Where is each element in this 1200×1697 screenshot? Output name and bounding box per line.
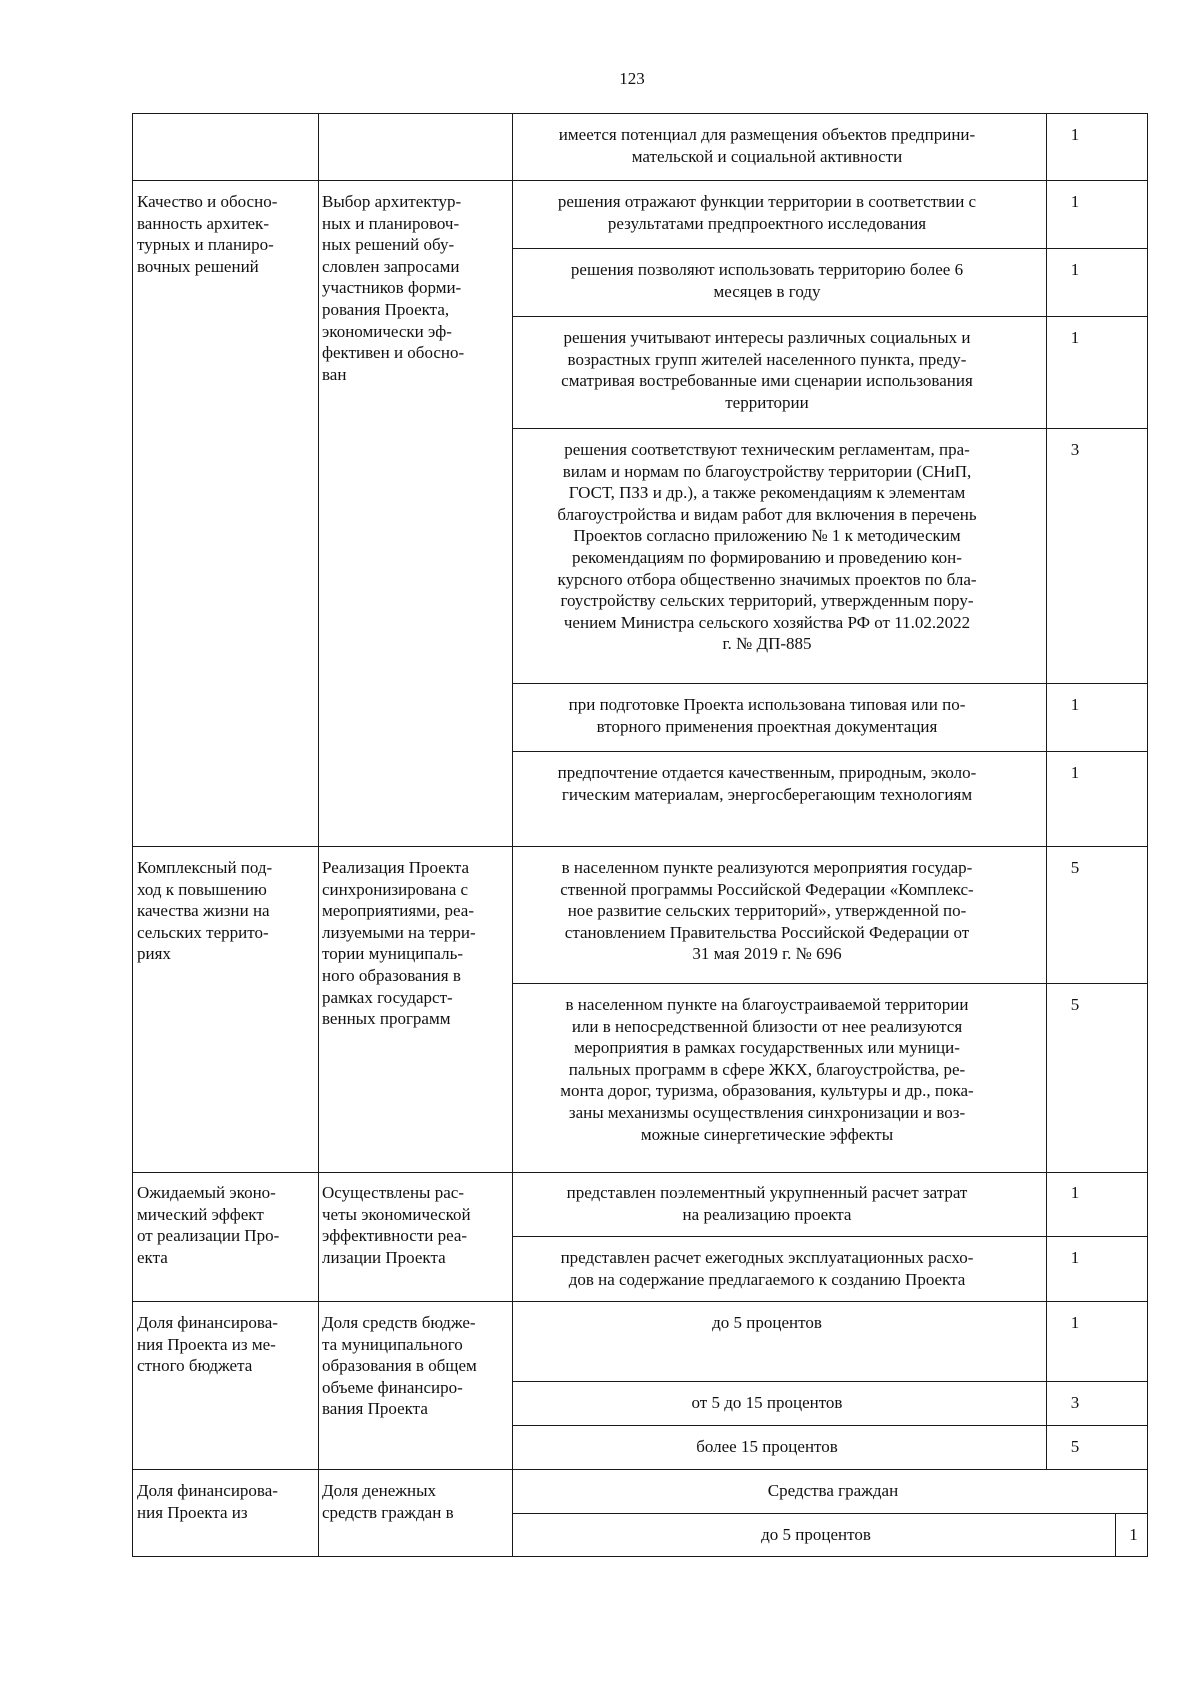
criterion-text: в населенном пункте реализуются мероприятия государ- ственной программы Российской Федерации «Комплекс- ное развитие сельских территорий», утвержденной по- становлением Правительства Российской Федерации от 31 мая 2019 г. № 696	[560, 858, 974, 964]
table-border-right	[1147, 113, 1148, 1557]
table-border-top	[132, 113, 1148, 114]
criterion-text: в населенном пункте на благоустраиваемой территории или в непосредственной близости от нее реализуются мероприятия в рамках государственных или муници- пальных программ в сфере ЖКХ, благоустройства, ре- монта дорог, туризма, образования, культуры и др., пока- заны механизмы осуществления синхронизации и воз- можные синергетические эффекты	[560, 995, 974, 1144]
criterion-text: до 5 процентов	[712, 1313, 822, 1332]
criterion-name: Комплексный под- ход к повышению качества жизни на сельских террито- риях	[137, 858, 273, 964]
score-value: 1	[1070, 125, 1080, 144]
subrow-divider	[512, 1513, 1148, 1514]
criterion-text: решения позволяют использовать территорию более 6 месяцев в году	[570, 260, 964, 301]
criterion-text: решения соответствуют техническим регламентам, пра- вилам и нормам по благоустройству территории (СНиП, ГОСТ, ПЗЗ и др.), а также рекомендациям к элементам благоустройства и видам работ для включения в перечень Проектов согласно приложению № 1 к методическим рекомендациям по формированию и проведению кон- курсного отбора общественно значимых проектов по бла- гоустройству сельских территорий, утвержденным пору- чением Министра сельского хозяйства РФ от 11.02.2022 г. № ДП-885	[557, 440, 977, 654]
criterion-name: Ожидаемый эконо- мический эффект от реализации Про- екта	[137, 1183, 280, 1267]
criterion-name: Доля финансирова- ния Проекта из	[137, 1481, 278, 1522]
criterion-text: более 15 процентов	[696, 1437, 838, 1456]
score-value: 1	[1070, 763, 1080, 782]
score-value: 3	[1070, 1393, 1080, 1412]
score-value: 3	[1070, 440, 1080, 459]
criterion-text: при подготовке Проекта использована типовая или по- вторного применения проектная документация	[568, 695, 966, 736]
criterion-description: Выбор архитектур- ных и планировоч- ных решений обу- словлен запросами участников форми- рования Проекта, экономически эф- фективен и обосно- ван	[322, 192, 465, 384]
table-border-bottom	[132, 1556, 1148, 1557]
score-value: 1	[1070, 1313, 1080, 1332]
subrow-divider	[512, 683, 1148, 684]
criterion-text: представлен поэлементный укрупненный расчет затрат на реализацию проекта	[566, 1183, 968, 1224]
subrow-divider	[512, 983, 1148, 984]
score-value: 1	[1070, 1183, 1080, 1202]
subheader-text: Средства граждан	[767, 1481, 899, 1500]
subrow-divider	[512, 751, 1148, 752]
criterion-name: Качество и обосно- ванность архитек- турных и планиро- вочных решений	[137, 192, 278, 276]
column-divider-2	[512, 113, 513, 1557]
criterion-text: решения отражают функции территории в соответствии с результатами предпроектного исследования	[557, 192, 977, 233]
criterion-text: предпочтение отдается качественным, природным, эколо- гическим материалам, энергосберегающим технологиям	[557, 763, 977, 804]
criteria-table	[132, 113, 1148, 1557]
row-divider	[132, 180, 1148, 181]
criterion-description: Реализация Проекта синхронизирована с мероприятиями, реа- лизуемыми на терри- тории муниципаль- ного образования в рамках государст- венных программ	[322, 858, 476, 1029]
criterion-text: решения учитывают интересы различных социальных и возрастных групп жителей населенного пункта, преду- сматривая востребованные ими сценарии использования территории	[561, 328, 973, 412]
score-value: 1	[1070, 1248, 1080, 1267]
column-divider-1	[318, 113, 319, 1557]
score-value: 1	[1129, 1525, 1138, 1544]
criterion-name: Доля финансирова- ния Проекта из ме- стного бюджета	[137, 1313, 278, 1376]
subrow-divider	[512, 1236, 1148, 1237]
subrow-divider	[512, 316, 1148, 317]
subrow-divider	[512, 1381, 1148, 1382]
row-divider	[132, 1469, 1148, 1470]
row-divider	[132, 846, 1148, 847]
criterion-text: представлен расчет ежегодных эксплуатационных расхо- дов на содержание предлагаемого к созданию Проекта	[560, 1248, 974, 1289]
subrow-divider	[512, 428, 1148, 429]
table-border-left	[132, 113, 133, 1557]
row-divider	[132, 1301, 1148, 1302]
score-value: 1	[1070, 695, 1080, 714]
score-value: 1	[1070, 260, 1080, 279]
score-value: 1	[1070, 328, 1080, 347]
score-value: 5	[1070, 1437, 1080, 1456]
subrow-divider	[512, 1425, 1148, 1426]
score-value: 5	[1070, 858, 1080, 877]
score-value: 5	[1070, 995, 1080, 1014]
criterion-description: Осуществлены рас- четы экономической эффективности реа- лизации Проекта	[322, 1183, 471, 1267]
criterion-text: до 5 процентов	[761, 1525, 871, 1544]
row-divider	[132, 1172, 1148, 1173]
subrow-divider	[512, 248, 1148, 249]
criterion-text: от 5 до 15 процентов	[691, 1393, 843, 1412]
criterion-description: Доля средств бюдже- та муниципального образования в общем объеме финансиро- вания Проекта	[322, 1313, 477, 1419]
criterion-text: имеется потенциал для размещения объектов предприни- мательской и социальной активности	[558, 125, 976, 166]
page-number: 123	[619, 69, 645, 88]
criterion-description: Доля денежных средств граждан в	[322, 1481, 454, 1522]
score-value: 1	[1070, 192, 1080, 211]
